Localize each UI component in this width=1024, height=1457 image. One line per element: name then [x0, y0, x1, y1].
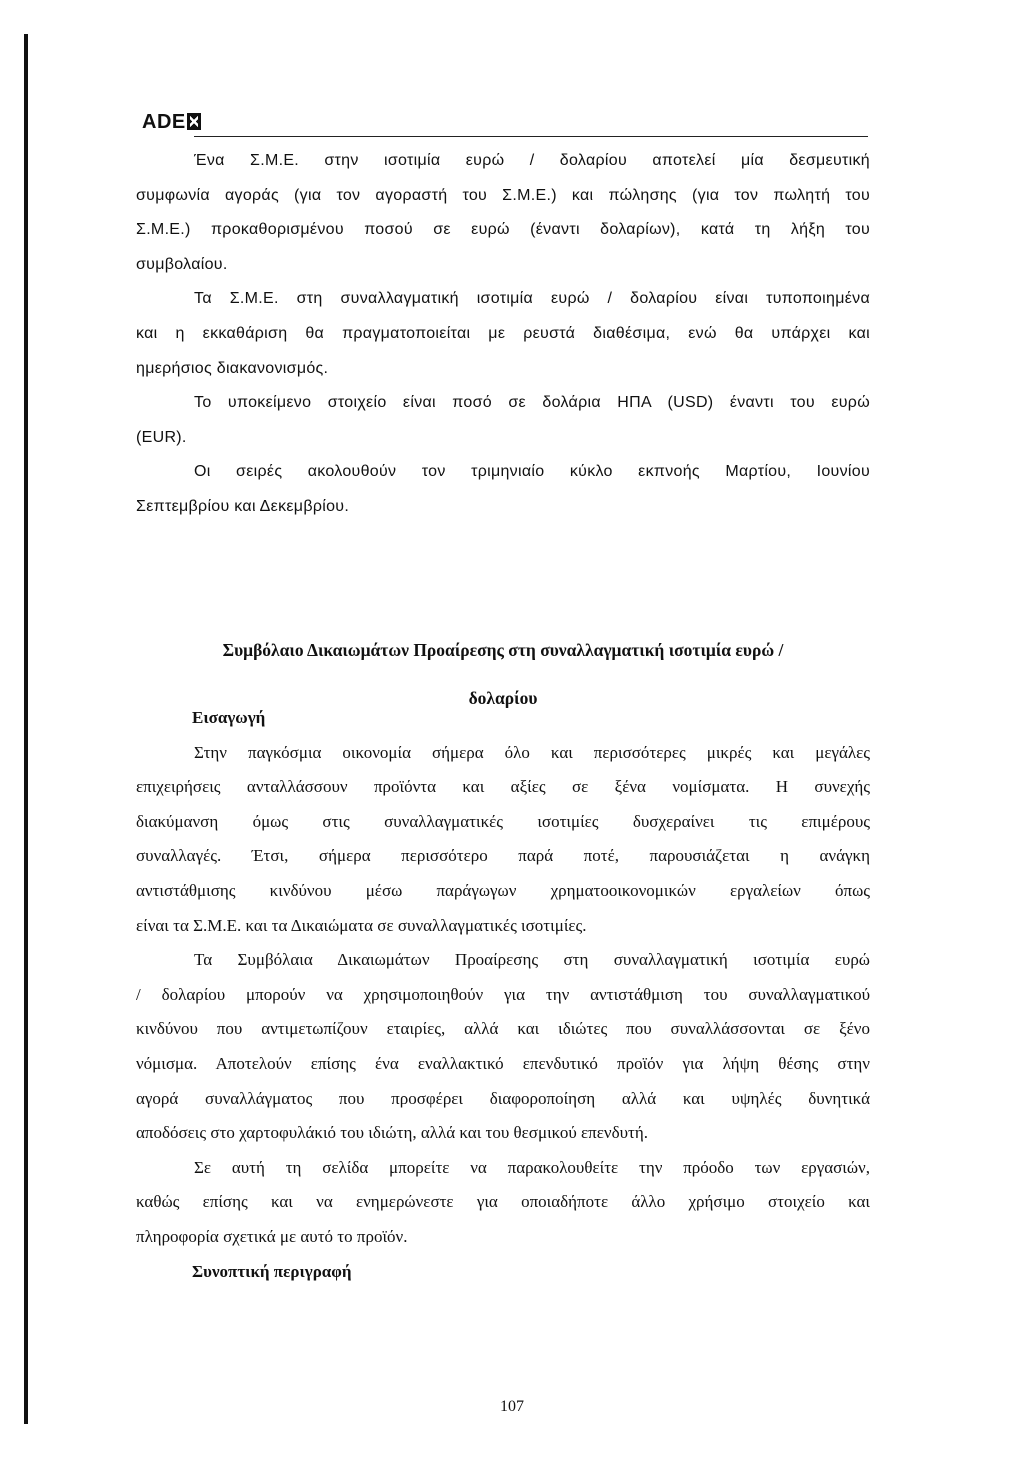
section-p1-line: αντιστάθμισης κινδύνου μέσω παράγωγων χρηματοοικονομικών εργαλείων όπως — [136, 880, 870, 900]
intro-p1-line: Ένα Σ.Μ.Ε. στην ισοτιμία ευρώ / δολαρίου αποτελεί μία δεσμευτική — [194, 152, 870, 169]
section-p3-line: πληροφορία σχετικά με αυτό το προϊόν. — [136, 1226, 408, 1246]
section-p2-line: αποδόσεις στο χαρτοφυλάκιό του ιδιώτη, αλλά και του θεσμικού επενδυτή. — [136, 1123, 648, 1143]
intro-p3-line: (EUR). — [136, 428, 187, 446]
page-number: 107 — [500, 1398, 524, 1415]
intro-p2-line: ημερήσιος διακανονισμός. — [136, 359, 329, 377]
intro-p1-line: Σ.Μ.Ε.) προκαθορισμένου ποσού σε ευρώ (έναντι δολαρίων), κατά τη λήξη του — [136, 221, 870, 239]
intro-heading: Εισαγωγή — [192, 708, 266, 727]
section-p1-line: είναι τα Σ.Μ.Ε. και τα Δικαιώματα σε συναλλαγματικές ισοτιμίες. — [136, 915, 587, 935]
section-p1-line: Στην παγκόσμια οικονομία σήμερα όλο και περισσότερες μικρές και μεγάλες — [194, 742, 870, 762]
intro-p2-line: Τα Σ.Μ.Ε. στη συναλλαγματική ισοτιμία ευρώ / δολαρίου είναι τυποποιημένα — [194, 290, 870, 308]
intro-p4-line: Σεπτεμβρίου και Δεκεμβρίου. — [136, 497, 350, 515]
scan-edge-line — [24, 34, 28, 1424]
intro-section — [136, 144, 870, 525]
section-p1-line: συναλλαγές. Έτσι, σήμερα περισσότερο παρά ποτέ, παρουσιάζεται η ανάγκη — [136, 846, 870, 866]
intro-p1-line: συμβολαίου. — [136, 255, 228, 273]
section-p2-line: αγορά συναλλάγματος που προσφέρει διαφοροποίηση αλλά και υψηλές δυνητικά — [136, 1088, 870, 1108]
section-p1-line: επιχειρήσεις ανταλλάσσουν προϊόντα και αξίες σε ξένα νομίσματα. Η συνεχής — [136, 777, 870, 797]
adex-logo: ADE — [142, 111, 201, 134]
section-p3-line: Σε αυτή τη σελίδα μπορείτε να παρακολουθείτε την πρόοδο των εργασιών, — [194, 1157, 870, 1177]
section-p2-line: Τα Συμβόλαια Δικαιωμάτων Προαίρεσης στη συναλλαγματική ισοτιμία ευρώ — [194, 950, 870, 970]
intro-p3-line: Το υποκείμενο στοιχείο είναι ποσό σε δολάρια ΗΠΑ (USD) έναντι του ευρώ — [194, 394, 870, 412]
section-p2-line: κινδύνου που αντιμετωπίζουν εταιρίες, αλλά και ιδιώτες που συναλλάσσονται σε ξένο — [136, 1019, 870, 1039]
section-p3-line: καθώς επίσης και να ενημερώνεστε για οποιαδήποτε άλλο χρήσιμο στοιχείο και — [136, 1192, 870, 1212]
summary-heading: Συνοπτική περιγραφή — [192, 1261, 352, 1281]
section-title-line: Συμβόλαιο Δικαιωμάτων Προαίρεσης στη συναλλαγματική ισοτιμία ευρώ / — [222, 640, 784, 660]
intro-p2-line: και η εκκαθάριση θα πραγματοποιείται με ρευστά διαθέσιμα, ενώ θα υπάρχει και — [136, 324, 870, 342]
logo-x-mark-icon — [187, 113, 201, 130]
page-header — [142, 111, 868, 141]
header-rule — [194, 136, 868, 137]
section-p1-line: διακύμανση όμως στις συναλλαγματικές ισοτιμίες δυσχεραίνει τις επιμέρους — [136, 811, 870, 831]
intro-p1-line: συμφωνία αγοράς (για τον αγοραστή του Σ.Μ.Ε.) και πώλησης (για τον πωλητή του — [136, 186, 870, 204]
section-title-line: δολαρίου — [468, 688, 538, 708]
intro-p4-line: Οι σειρές ακολουθούν τον τριμηνιαίο κύκλο εκπνοής Μαρτίου, Ιουνίου — [194, 463, 870, 481]
section-p2-line: / δολαρίου μπορούν να χρησιμοποιηθούν για την αντιστάθμιση του συναλλαγματικού — [136, 984, 870, 1004]
section-p2-line: νόμισμα. Αποτελούν επίσης ένα εναλλακτικό επενδυτικό προϊόν για λήψη θέσης στην — [136, 1053, 870, 1073]
main-section — [136, 701, 870, 1289]
